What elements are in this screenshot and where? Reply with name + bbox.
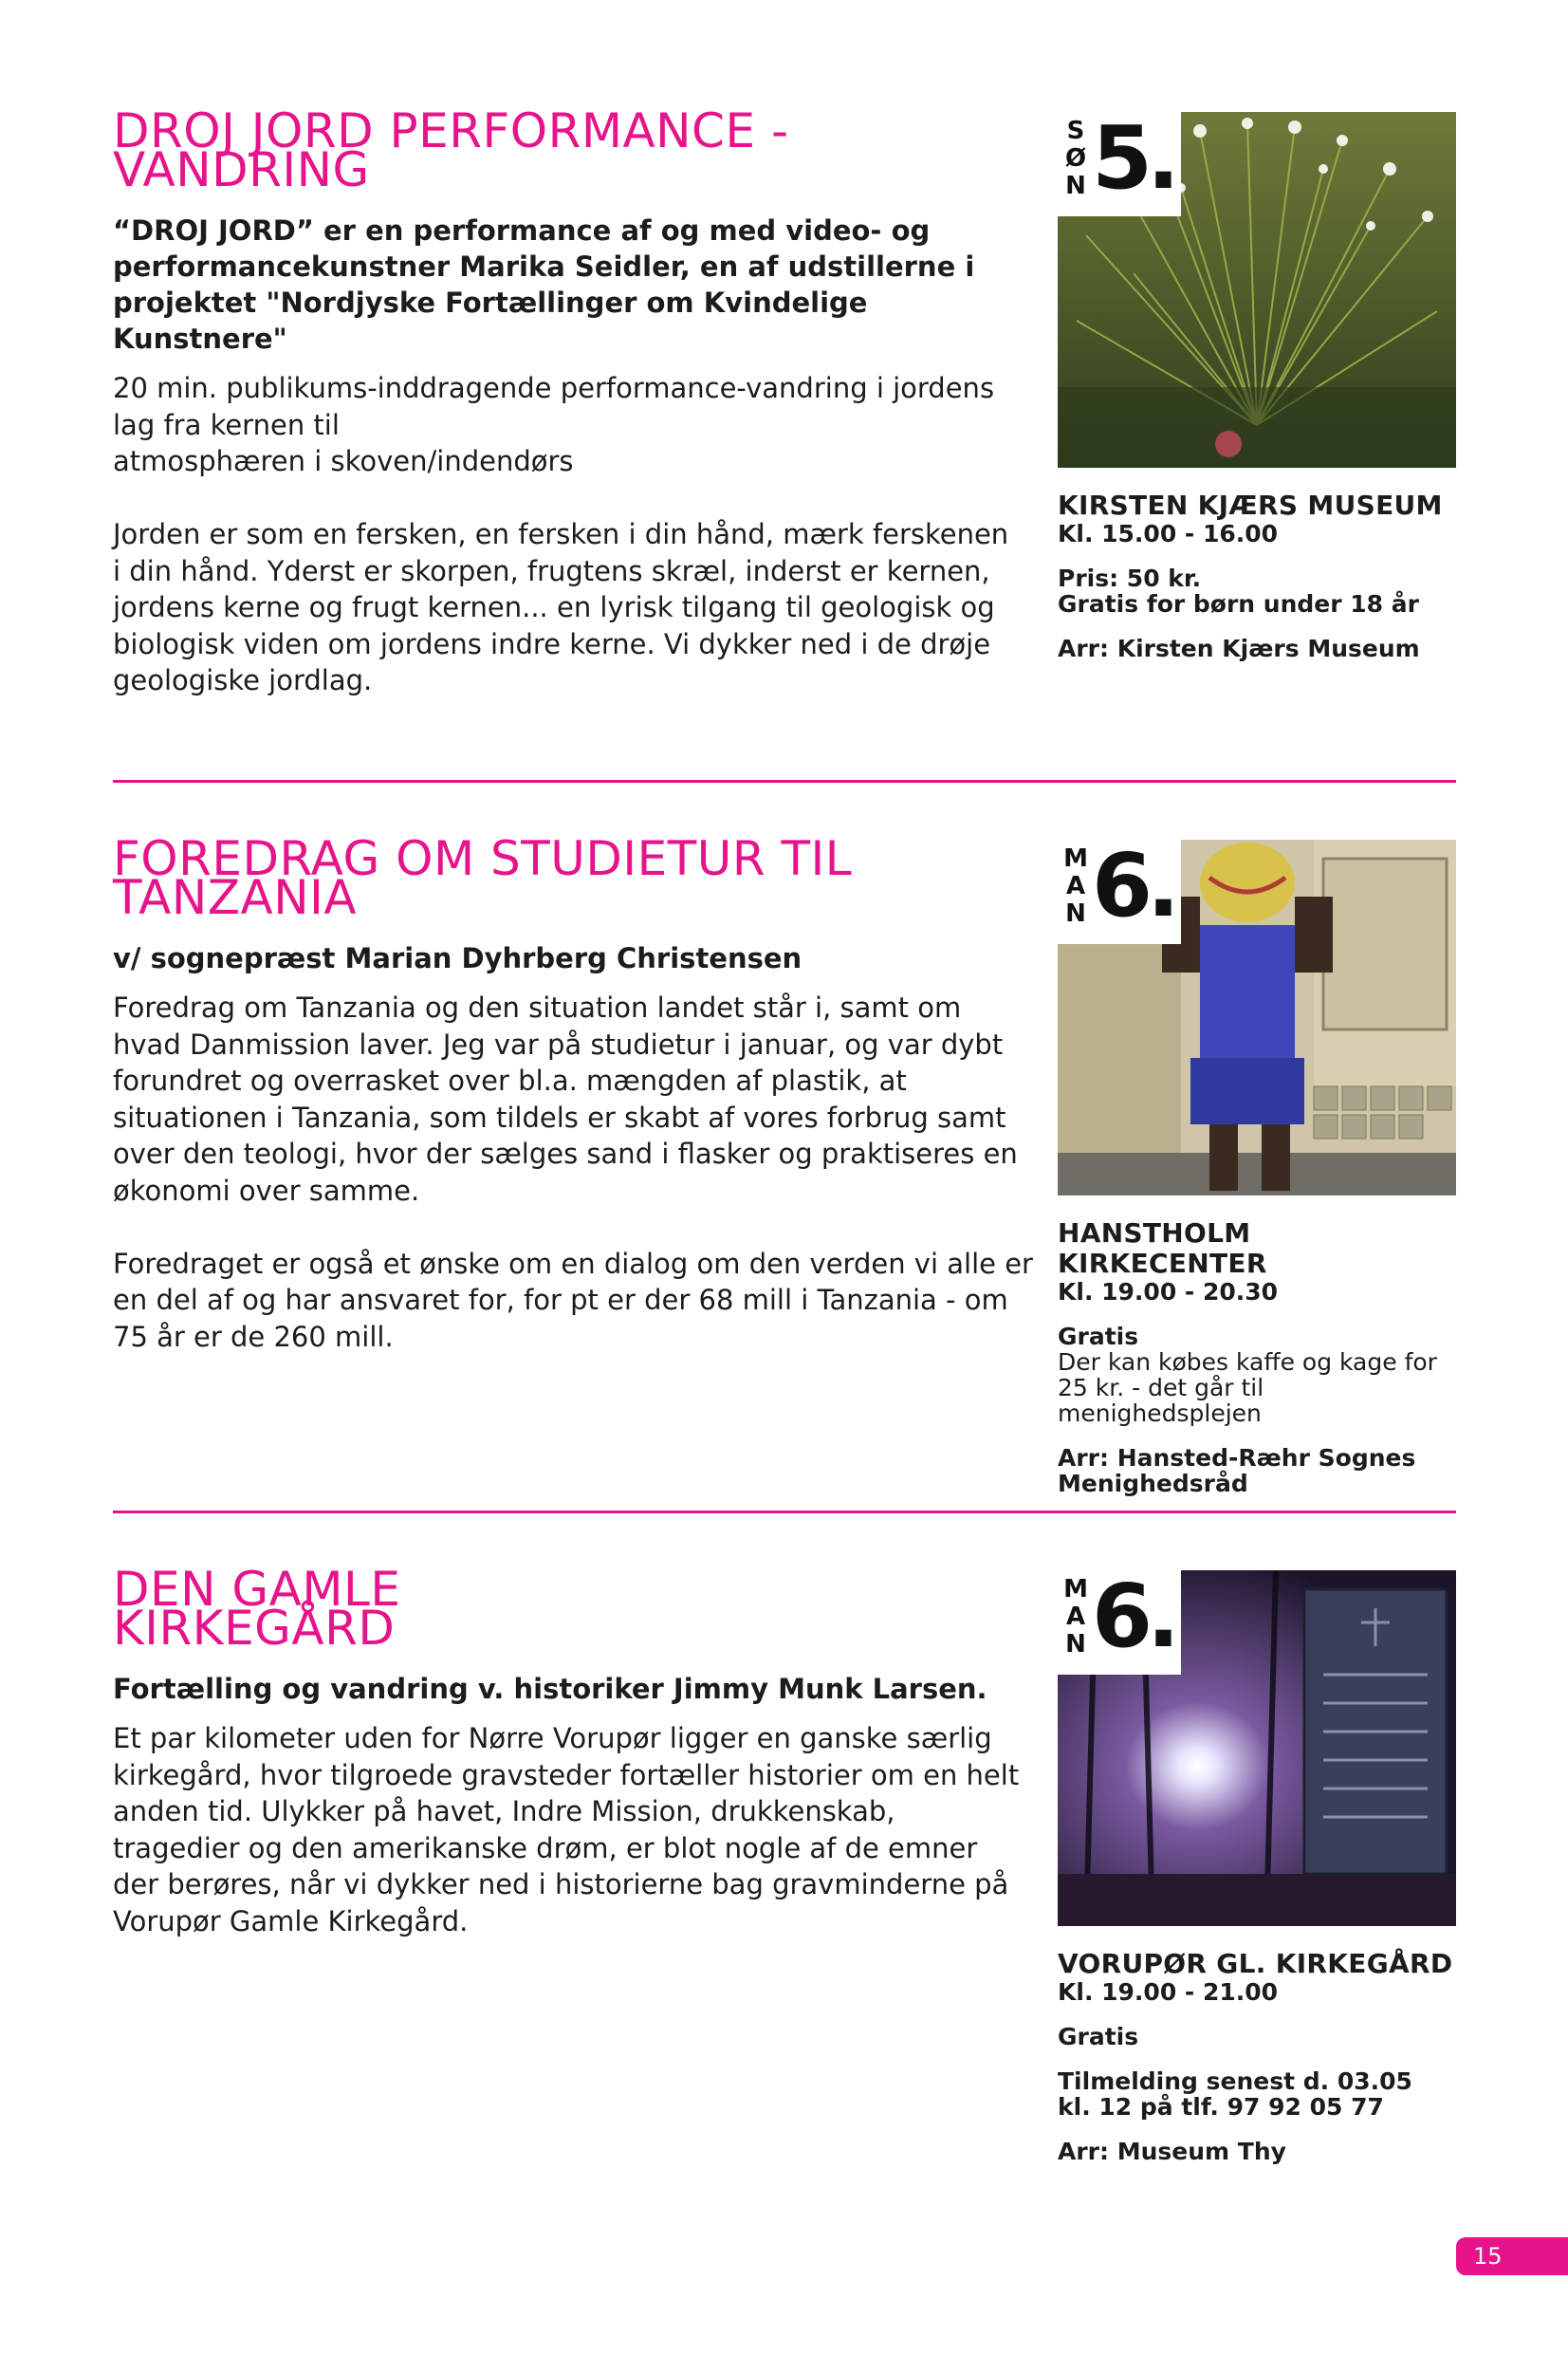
- event-title: FOREDRAG OM STUDIETUR TIL TANZANIA: [113, 831, 853, 925]
- event-info: [1058, 1949, 1456, 2164]
- event-info: [1058, 491, 1456, 661]
- day-number: 6.: [1092, 1570, 1174, 1667]
- event-photo-person: [1058, 840, 1456, 1196]
- day-number: 5.: [1092, 112, 1174, 209]
- event-text: [113, 1562, 1024, 1939]
- event-sidebar: [1058, 112, 1456, 661]
- event-lead: “DROJ JORD” er en performance af og med video- og performancekunstner Marika Seidler, en af udstillerne i projektet "Nordjyske Fortællinger om Kvindelige Kunstnere": [113, 214, 975, 355]
- event-time: Kl. 19.00 - 21.00: [1058, 1978, 1279, 2006]
- organizer: Arr: Museum Thy: [1058, 2138, 1286, 2165]
- weekday-letter: Ø: [1064, 144, 1087, 173]
- signup-info: Tilmelding senest d. 03.05 kl. 12 på tlf. 97 92 05 77: [1058, 2067, 1412, 2121]
- date-badge: [1058, 1570, 1181, 1675]
- event-extra: Der kan købes kaffe og kage for 25 kr. - det går til menighedsplejen: [1058, 1348, 1437, 1427]
- weekday-letter: A: [1065, 872, 1086, 900]
- organizer: Arr: Kirsten Kjærs Museum: [1058, 635, 1420, 662]
- event-sidebar: [1058, 1570, 1456, 2164]
- event-info: [1058, 1218, 1456, 1496]
- weekday-letters: [1063, 118, 1088, 200]
- event-description: 20 min. publikums-inddragende performance-vandring i jordens lag fra kernen til atmosphæren i skoven/indendørs Jorden er som en fersken, en fersken i din hånd, mærk ferskenen i din hånd. Yderst er skorpen, frugtens skræl, inderst er kernen, jordens kerne og frugt kernen... en lyrisk tilgang til geologisk og biologisk viden om jordens indre kerne. Vi dykker ned i de drøje geologiske jordlag.: [113, 372, 1009, 696]
- price-line: Gratis: [1058, 2023, 1139, 2050]
- section-divider: [113, 780, 1456, 783]
- weekday-letter: N: [1065, 899, 1086, 928]
- event-title: DROJ JORD PERFORMANCE - VANDRING: [113, 103, 789, 197]
- event-text: [113, 103, 1024, 699]
- event-title: DEN GAMLE KIRKEGÅRD: [113, 1562, 401, 1656]
- event-time: Kl. 15.00 - 16.00: [1058, 520, 1279, 547]
- weekday-letter: S: [1066, 117, 1085, 145]
- price-line: Gratis: [1058, 1323, 1139, 1350]
- event-time: Kl. 19.00 - 20.30: [1058, 1278, 1279, 1306]
- venue-name: VORUPØR GL. KIRKEGÅRD: [1058, 1948, 1453, 1979]
- weekday-letter: N: [1065, 1630, 1086, 1659]
- weekday-letter: A: [1065, 1603, 1086, 1631]
- event-text: [113, 831, 1033, 1355]
- venue-name: HANSTHOLM KIRKECENTER: [1058, 1217, 1267, 1279]
- price-line: Pris: 50 kr.: [1058, 565, 1202, 592]
- weekday-letters: [1063, 1576, 1088, 1659]
- date-badge: [1058, 840, 1181, 944]
- date-badge: [1058, 112, 1181, 216]
- event-photo-graveyard: [1058, 1570, 1456, 1926]
- weekday-letters: [1063, 845, 1088, 928]
- weekday-letter: M: [1063, 844, 1088, 873]
- event-lead: v/ sognepræst Marian Dyhrberg Christensen: [113, 942, 802, 974]
- event-lead: Fortælling og vandring v. historiker Jimmy Munk Larsen.: [113, 1673, 987, 1705]
- price-line: Gratis for børn under 18 år: [1058, 590, 1419, 618]
- event-sidebar: [1058, 840, 1456, 1496]
- weekday-letter: M: [1063, 1575, 1088, 1603]
- organizer: Arr: Hansted-Ræhr Sognes Menighedsråd: [1058, 1444, 1416, 1497]
- section-divider: [113, 1511, 1456, 1513]
- venue-name: KIRSTEN KJÆRS MUSEUM: [1058, 490, 1443, 521]
- weekday-letter: N: [1065, 172, 1086, 200]
- event-description: Foredrag om Tanzania og den situation landet står i, samt om hvad Danmission laver. Jeg var på studietur i januar, og var dybt forundret og overrasket over bl.a. mængden af plastik, at situationen i Tanzania, som tildels er skabt af vores forbrug samt over den teologi, hvor der sælges sand i flasker og praktiseres en økonomi over samme. Foredraget er også et ønske om en dialog om den verden vi alle er en del af og har ansvaret for, for pt er der 68 mill i Tanzania - om 75 år er de 260 mill.: [113, 992, 1033, 1353]
- page-number: 15: [1456, 2237, 1568, 2275]
- event-photo-grass: [1058, 112, 1456, 468]
- day-number: 6.: [1092, 840, 1174, 936]
- event-description: Et par kilometer uden for Nørre Vorupør ligger en ganske særlig kirkegård, hvor tilgroede gravsteder fortæller historier om en helt anden tid. Ulykker på havet, Indre Mission, drukkenskab, tragedier og den amerikanske drøm, er blot nogle af de emner der berøres, når vi dykker ned i historierne bag gravminderne på Vorupør Gamle Kirkegård.: [113, 1722, 1020, 1937]
